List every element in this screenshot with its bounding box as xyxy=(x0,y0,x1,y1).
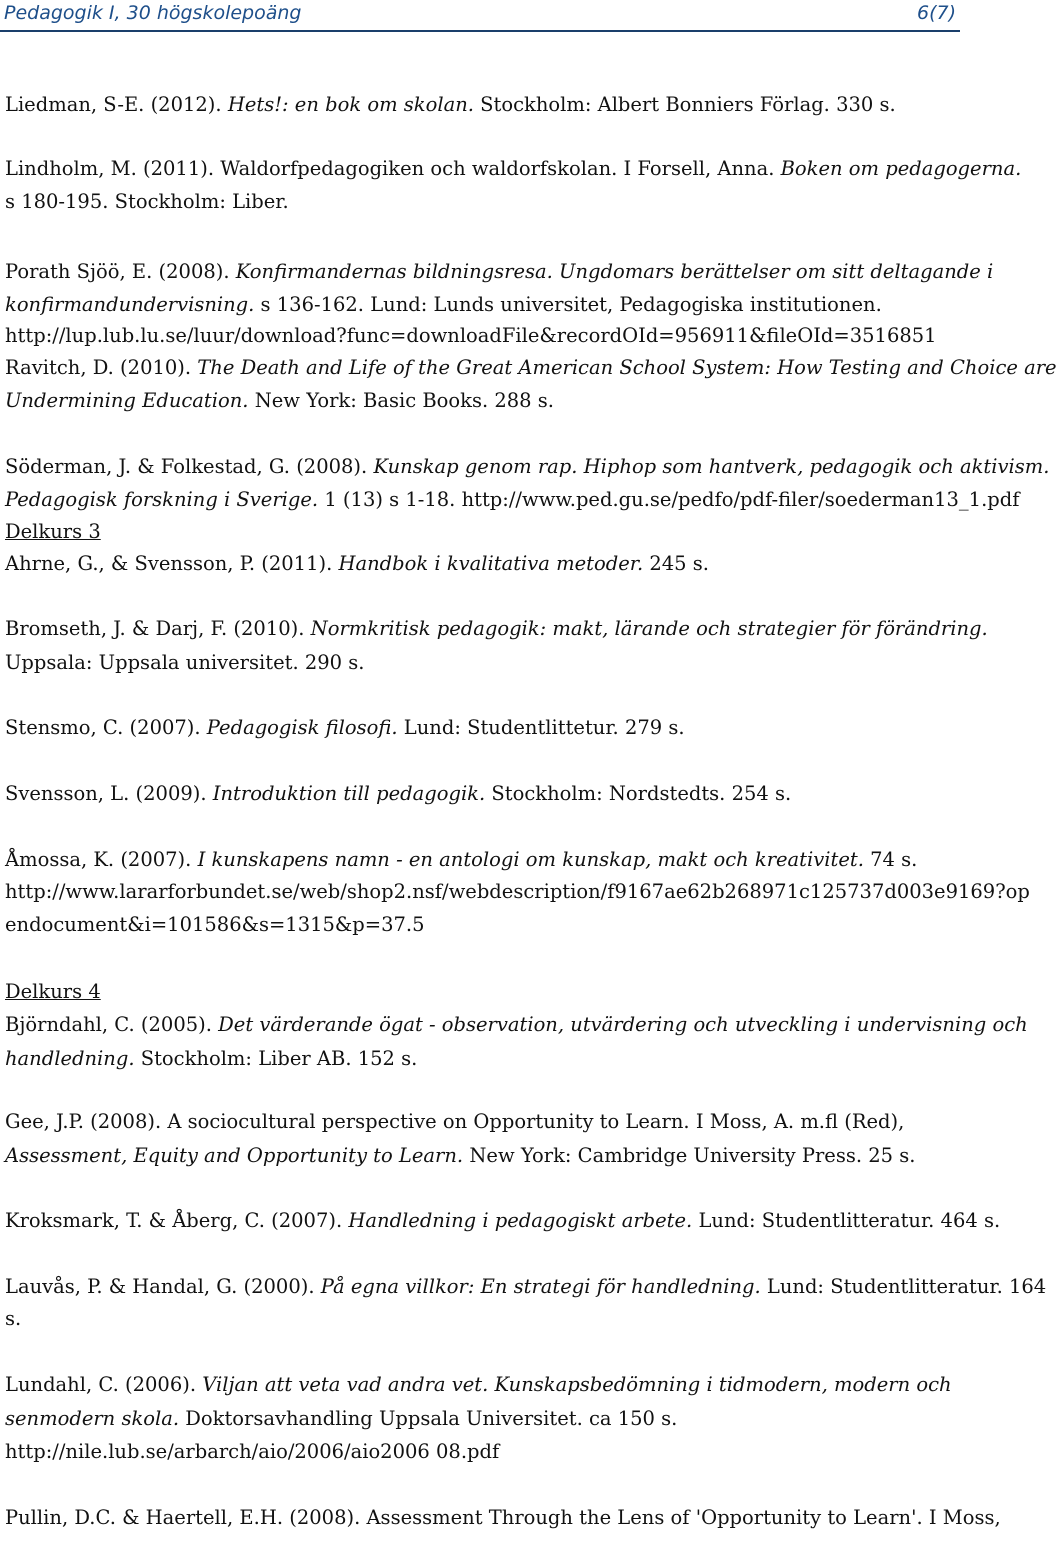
reference-text: Det värderande ögat - observation, utvärdering och utveckling i undervisning och xyxy=(218,1013,1028,1036)
reference-text: Kroksmark, T. & Åberg, C. (2007). xyxy=(5,1209,349,1232)
reference-line xyxy=(5,616,988,642)
reference-text: http://nile.lub.se/arbarch/aio/2006/aio2006 08.pdf xyxy=(5,1440,500,1463)
reference-text: New York: Cambridge University Press. 25 s. xyxy=(463,1144,916,1167)
reference-line xyxy=(5,156,1022,182)
reference-text: Hets!: en bok om skolan. xyxy=(227,93,474,116)
reference-text: Lindholm, M. (2011). Waldorfpedagogiken och waldorfskolan. I Forsell, Anna. xyxy=(5,157,781,180)
reference-text: 1 (13) s 1-18. http://www.ped.gu.se/pedfo/pdf-filer/soederman13_1.pdf xyxy=(318,488,1020,511)
reference-text: Boken om pedagogerna. xyxy=(780,157,1022,180)
reference-text: Pedagogisk filosofi. xyxy=(206,716,398,739)
reference-text: Introduktion till pedagogik. xyxy=(212,782,486,805)
reference-text: Åmossa, K. (2007). xyxy=(5,848,198,871)
reference-text: Stensmo, C. (2007). xyxy=(5,716,207,739)
reference-line xyxy=(5,847,955,873)
reference-text: Bromseth, J. & Darj, F. (2010). xyxy=(5,617,311,640)
reference-text: Kunskap genom rap. Hiphop som hantverk, pedagogik och aktivism. xyxy=(373,455,1050,478)
reference-line xyxy=(5,1274,1047,1300)
reference-text: Konfirmandernas bildningsresa. Ungdomars berättelser om sitt deltagande i xyxy=(235,260,994,283)
reference-line xyxy=(5,781,955,807)
reference-text: s 136-162. Lund: Lunds universitet, Pedagogiska institutionen. xyxy=(254,293,882,316)
reference-text: I kunskapens namn - en antologi om kunskap, makt och kreativitet. xyxy=(197,848,864,871)
reference-text: Lund: Studentlitteratur. 164 xyxy=(760,1275,1047,1298)
reference-line xyxy=(5,454,1050,480)
reference-text: endocument&i=101586&s=1315&p=37.5 xyxy=(5,913,425,936)
reference-line xyxy=(5,1143,955,1169)
document-title: Pedagogik I, 30 högskolepoäng xyxy=(4,2,302,24)
reference-text: Stockholm: Liber AB. 152 s. xyxy=(134,1047,418,1070)
reference-text: Assessment, Equity and Opportunity to Learn. xyxy=(5,1144,464,1167)
reference-text: http://www.lararforbundet.se/web/shop2.nsf/webdescription/f9167ae62b268971c125737d003e9169?op xyxy=(5,880,1030,903)
reference-line xyxy=(5,1372,955,1398)
reference-text: s. xyxy=(5,1307,22,1330)
reference-text: Pedagogisk forskning i Sverige. xyxy=(5,488,319,511)
reference-text: Ahrne, G., & Svensson, P. (2011). xyxy=(5,552,339,575)
reference-line xyxy=(5,879,1030,905)
reference-line xyxy=(5,259,994,285)
reference-text: Normkritisk pedagogik: makt, lärande och strategier för förändring. xyxy=(310,617,988,640)
reference-line xyxy=(5,1306,955,1332)
reference-text: Porath Sjöö, E. (2008). xyxy=(5,260,236,283)
reference-text: Gee, J.P. (2008). A sociocultural perspective on Opportunity to Learn. I Moss, A. m.fl (Red), xyxy=(5,1110,905,1133)
reference-text: Ravitch, D. (2010). xyxy=(5,356,198,379)
reference-text: s 180-195. Stockholm: Liber. xyxy=(5,190,289,213)
reference-text: Stockholm: Nordstedts. 254 s. xyxy=(485,782,792,805)
reference-text: konfirmandundervisning. xyxy=(5,293,255,316)
reference-text: Stockholm: Albert Bonniers Förlag. 330 s. xyxy=(473,93,896,116)
reference-line xyxy=(5,519,955,545)
reference-line xyxy=(5,189,955,215)
reference-text: Söderman, J. & Folkestad, G. (2008). xyxy=(5,455,374,478)
reference-text: http://lup.lub.lu.se/luur/download?func=downloadFile&recordOId=956911&fileOId=3516851 xyxy=(5,324,937,347)
reference-line xyxy=(5,292,955,318)
reference-text: 74 s. xyxy=(863,848,918,871)
reference-line xyxy=(5,1505,1001,1531)
reference-text: Undermining Education. xyxy=(5,389,249,412)
reference-text: Lauvås, P. & Handal, G. (2000). xyxy=(5,1275,321,1298)
reference-text: senmodern skola. xyxy=(5,1407,180,1430)
reference-text: handledning. xyxy=(5,1047,135,1070)
reference-text: New York: Basic Books. 288 s. xyxy=(248,389,554,412)
reference-line xyxy=(5,1109,955,1135)
reference-line xyxy=(5,355,1057,381)
reference-text: Liedman, S-E. (2012). xyxy=(5,93,228,116)
reference-line xyxy=(5,715,955,741)
reference-text: The Death and Life of the Great American School System: How Testing and Choice are xyxy=(197,356,1057,379)
reference-text: Lundahl, C. (2006). xyxy=(5,1373,203,1396)
reference-text: Uppsala: Uppsala universitet. 290 s. xyxy=(5,651,365,674)
reference-line xyxy=(5,1208,1001,1234)
section-heading: Delkurs 3 xyxy=(5,520,101,543)
reference-line xyxy=(5,487,1020,513)
section-heading: Delkurs 4 xyxy=(5,980,101,1003)
reference-text: Björndahl, C. (2005). xyxy=(5,1013,219,1036)
reference-line xyxy=(5,551,955,577)
reference-text: Lund: Studentlitteratur. 464 s. xyxy=(692,1209,1001,1232)
reference-text: På egna villkor: En strategi för handledning. xyxy=(320,1275,761,1298)
reference-text: Handbok i kvalitativa metoder. xyxy=(338,552,644,575)
reference-line xyxy=(5,979,955,1005)
reference-line xyxy=(5,323,955,349)
reference-line xyxy=(5,388,955,414)
page-header xyxy=(0,0,960,32)
reference-line xyxy=(5,1012,1028,1038)
reference-line xyxy=(5,1046,955,1072)
reference-line xyxy=(5,650,955,676)
reference-line xyxy=(5,912,955,938)
reference-text: 245 s. xyxy=(643,552,709,575)
reference-line xyxy=(5,1406,955,1432)
reference-text: Lund: Studentlittetur. 279 s. xyxy=(397,716,685,739)
reference-line xyxy=(5,1439,955,1465)
reference-line xyxy=(5,92,955,118)
reference-text: Svensson, L. (2009). xyxy=(5,782,213,805)
page-number: 6(7) xyxy=(916,2,956,24)
reference-text: Doktorsavhandling Uppsala Universitet. ca 150 s. xyxy=(179,1407,678,1430)
reference-text: Viljan att veta vad andra vet. Kunskapsbedömning i tidmodern, modern och xyxy=(202,1373,952,1396)
reference-text: Pullin, D.C. & Haertell, E.H. (2008). Assessment Through the Lens of 'Opportunity to Learn'. I Moss, xyxy=(5,1506,1001,1529)
reference-text: Handledning i pedagogiskt arbete. xyxy=(348,1209,693,1232)
